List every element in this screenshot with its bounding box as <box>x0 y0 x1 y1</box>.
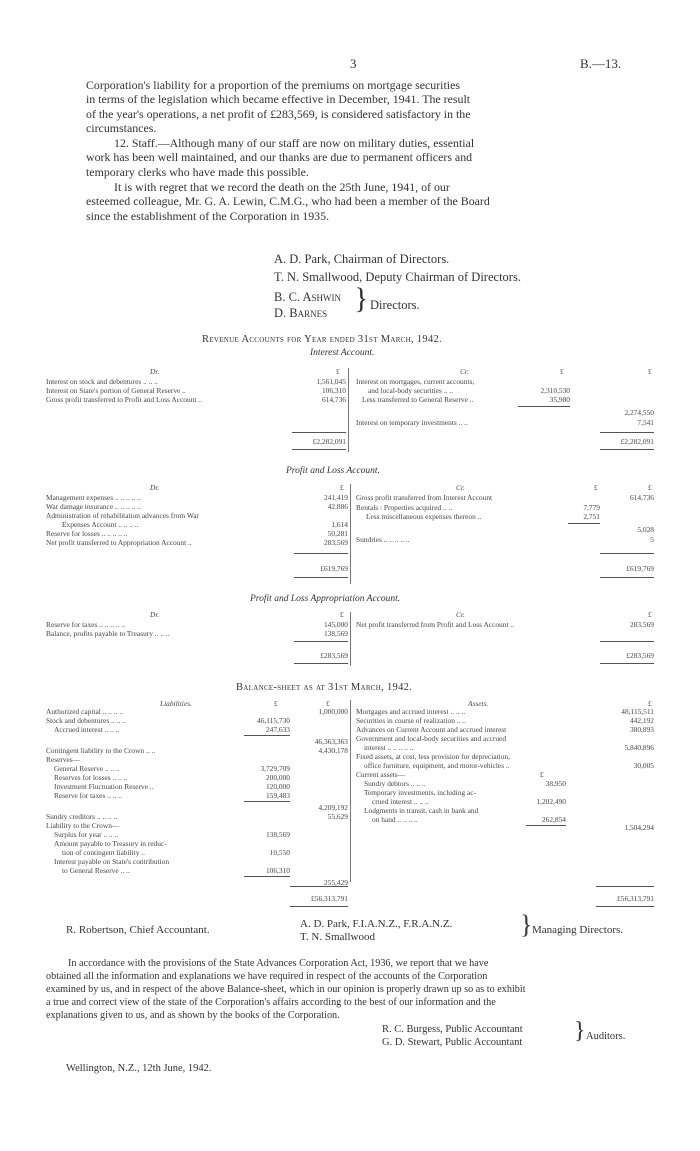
total-rule <box>600 641 654 642</box>
balance-sheet-title: Balance-sheet as at 31st March, 1942. <box>236 682 413 693</box>
director-signature: B. C. Ashwin <box>274 290 342 304</box>
ledger-amount: 106,310 <box>321 386 346 395</box>
ledger-label: Net profit transferred to Appropriation Account .. <box>46 538 192 547</box>
ledger-amount: 138,569 <box>265 830 290 839</box>
pound-symbol: £ <box>540 770 544 779</box>
death-paragraph <box>86 180 620 223</box>
text-line: examined by us, and in respect of the above Balance-sheet, which in our opinion is properly drawn up so as to exhibit <box>46 984 526 995</box>
ledger-label: Accrued interest .. .. .. <box>54 725 120 734</box>
pound-symbol: £ <box>560 367 564 376</box>
ledger-amount: 50,281 <box>327 529 348 538</box>
ledger-amount: 2,751 <box>583 512 600 521</box>
ledger-label: Liability to the Crown— <box>46 821 120 830</box>
ledger-label: Interest payable on State's contribution <box>54 857 170 866</box>
subtotal-rule <box>568 523 600 524</box>
pound-symbol: £ <box>336 367 340 376</box>
total-rule <box>600 553 654 554</box>
text-line: in terms of the legislation which became effective in December, 1941. The result <box>86 92 471 107</box>
ledger-amount: 5,840,896 <box>624 743 654 752</box>
pound-symbol: £ <box>648 699 652 708</box>
ledger-label: Less miscellaneous expenses thereon .. <box>366 512 482 521</box>
ledger-label: Reserves for losses .. .. .. <box>54 773 128 782</box>
ledger-amount: 200,000 <box>265 773 290 782</box>
ledger-label: interest .. .. .. .. .. <box>364 743 414 752</box>
deputy-chairman-signature: T. N. Smallwood, Deputy Chairman of Directors. <box>274 270 521 284</box>
ledger-amount: 10,550 <box>269 848 290 857</box>
cr-label: Cr. <box>456 610 465 619</box>
ledger-total: £2,282,091 <box>620 437 654 446</box>
total-rule <box>596 906 654 907</box>
text-line: In accordance with the provisions of the State Advances Corporation Act, 1936, we report that we have <box>68 958 489 969</box>
total-rule <box>290 906 348 907</box>
ledger-label: Reserve for taxes .. .. .. <box>54 791 122 800</box>
ledger-label: General Reserve .. .. .. <box>54 764 120 773</box>
managing-director-signature: T. N. Smallwood <box>300 931 375 943</box>
managing-director-signature: A. D. Park, F.I.A.N.Z., F.R.A.N.Z. <box>300 918 453 930</box>
chairman-signature: A. D. Park, Chairman of Directors. <box>274 252 450 266</box>
total-rule <box>600 577 654 578</box>
ledger-label: Gross profit transferred to Profit and Loss Account .. <box>46 395 202 404</box>
ledger-label: Administration of rehabilitation advances from War <box>46 511 199 520</box>
ledger-label: Temporary investments, including ac- <box>364 788 476 797</box>
ledger-amount: 48,115,511 <box>621 707 654 716</box>
text-line: explanations given to us, and as shown by the books of the Corporation. <box>46 1010 340 1021</box>
total-rule <box>596 886 654 887</box>
subtotal-rule <box>244 801 290 802</box>
ledger-label: Amount payable to Treasury in reduc- <box>54 839 167 848</box>
ledger-amount: 106,310 <box>265 866 290 875</box>
page-number: 3 <box>350 56 357 71</box>
ledger-amount: 46,115,730 <box>257 716 290 725</box>
ledger-amount: 35,980 <box>549 395 570 404</box>
ledger-label: War damage insurance .. .. .. .. .. <box>46 502 141 511</box>
ledger-label: Sundries .. .. .. .. .. <box>356 535 410 544</box>
ledger-total: £619,769 <box>626 564 654 573</box>
ledger-label: Securities in course of realization .. .. <box>356 716 467 725</box>
interest-account-title: Interest Account. <box>310 348 375 358</box>
ledger-amount: 1,614 <box>331 520 348 529</box>
chief-accountant-signature: R. Robertson, Chief Accountant. <box>66 924 210 936</box>
ledger-amount: 262,854 <box>541 815 566 824</box>
text-line: esteemed colleague, Mr. G. A. Lewin, C.M.G., who had been a member of the Board <box>86 194 490 209</box>
text-line: It is with regret that we record the death on the 25th June, 1941, of our <box>114 180 450 194</box>
total-rule <box>292 432 346 433</box>
ledger-amount: 442,192 <box>629 716 654 725</box>
ledger-amount: 247,633 <box>265 725 290 734</box>
column-divider <box>350 612 351 666</box>
directors-label: Directors. <box>370 298 420 312</box>
ledger-amount: 46,363,363 <box>314 737 348 746</box>
ledger-total: £2,282,091 <box>312 437 346 446</box>
ledger-label: Interest on mortgages, current accounts, <box>356 377 475 386</box>
ledger-amount: 283,569 <box>629 620 654 629</box>
ledger-amount: 5 <box>650 535 654 544</box>
managing-directors-label: Managing Directors. <box>532 924 624 936</box>
ledger-label: Gross profit transferred from Interest Account <box>356 493 493 502</box>
ledger-amount: 255,429 <box>323 878 348 887</box>
pound-symbol: £ <box>648 367 652 376</box>
ledger-amount: 120,000 <box>265 782 290 791</box>
ledger-amount: 1,561,045 <box>316 377 346 386</box>
ledger-label: Rentals : Properties acquired .. .. <box>356 503 453 512</box>
ledger-label: office furniture, equipment, and motor-vehicles .. <box>364 761 510 770</box>
text-line: circumstances. <box>86 121 157 136</box>
ledger-label: tion of contingent liability .. <box>62 848 145 857</box>
ledger-label: crued interest .. .. .. <box>372 797 429 806</box>
column-divider <box>350 484 351 584</box>
auditor-signature: G. D. Stewart, Public Accountant <box>382 1037 523 1048</box>
ledger-amount: 30,005 <box>633 761 654 770</box>
dr-label: Dr. <box>150 610 160 619</box>
ledger-amount: 1,000,000 <box>318 707 348 716</box>
total-rule <box>294 553 348 554</box>
audit-certificate <box>46 957 646 1022</box>
ledger-amount: 42,886 <box>327 502 348 511</box>
ledger-amount: 614,736 <box>321 395 346 404</box>
total-rule <box>294 663 348 664</box>
ledger-label: and local-body securities .. .. <box>368 386 453 395</box>
ledger-label: Reserve for losses .. .. .. .. .. <box>46 529 128 538</box>
ledger-amount: 2,310,530 <box>540 386 570 395</box>
ledger-label: Management expenses .. .. .. .. .. <box>46 493 141 502</box>
ledger-total: £283,569 <box>626 651 654 660</box>
pound-symbol: £ <box>648 483 652 492</box>
ledger-amount: 3,729,709 <box>260 764 290 773</box>
ledger-amount: 145,000 <box>323 620 348 629</box>
ledger-amount: 7,541 <box>637 418 654 427</box>
total-rule <box>290 886 348 887</box>
appropriation-account-title: Profit and Loss Appropriation Account. <box>250 594 401 604</box>
column-divider <box>348 368 349 452</box>
ledger-label: Fixed assets, at cost, less provision for depreciation, <box>356 752 510 761</box>
ledger-amount: 138,569 <box>323 629 348 638</box>
ledger-label: Interest on temporary investments .. .. <box>356 418 468 427</box>
ledger-total: £283,569 <box>320 651 348 660</box>
ledger-label: Authorized capital .. .. .. .. <box>46 707 123 716</box>
total-rule <box>600 432 654 433</box>
pound-symbol: £ <box>594 483 598 492</box>
ledger-amount: 4,430,178 <box>318 746 348 755</box>
cr-label: Cr. <box>456 483 465 492</box>
ledger-amount: 380,893 <box>629 725 654 734</box>
total-rule <box>600 663 654 664</box>
ledger-amount: 55,629 <box>327 812 348 821</box>
dr-label: Dr. <box>150 483 160 492</box>
ledger-amount: 1,504,294 <box>624 823 654 832</box>
ledger-amount: 614,736 <box>629 493 654 502</box>
text-line: since the establishment of the Corporation in 1935. <box>86 208 330 223</box>
document-reference: B.—13. <box>580 56 622 71</box>
ledger-label: Sundry debtors .. .. .. <box>364 779 426 788</box>
profit-loss-account-title: Profit and Loss Account. <box>286 466 380 476</box>
brace-icon: } <box>354 282 369 315</box>
ledger-label: Balance, profits payable to Treasury .. .. .. <box>46 629 170 638</box>
ledger-label: Less transferred to General Reserve .. <box>362 395 474 404</box>
ledger-amount: 5,028 <box>637 525 654 534</box>
ledger-total: £56,313,791 <box>311 894 348 903</box>
text-line: obtained all the information and explanations we have required in respect of the accounts of the Corporation <box>46 971 488 982</box>
ledger-label: Stock and debentures .. .. .. <box>46 716 126 725</box>
ledger-label: Contingent liability to the Crown .. .. <box>46 746 156 755</box>
ledger-amount: 4,209,192 <box>318 803 348 812</box>
pound-symbol: £ <box>274 699 278 708</box>
ledger-label: Lodgments in transit, cash in bank and <box>364 806 479 815</box>
place-and-date: Wellington, N.Z., 12th June, 1942. <box>66 1063 212 1074</box>
dr-label: Dr. <box>150 367 160 376</box>
ledger-total: £56,313,791 <box>617 894 654 903</box>
ledger-label: Mortgages and accrued interest .. .. .. <box>356 707 466 716</box>
ledger-label: Current assets— <box>356 770 406 779</box>
text-line: a true and correct view of the state of the Corporation's affairs according to the best of our information and the <box>46 997 496 1008</box>
total-rule <box>292 449 346 450</box>
intro-paragraph <box>86 78 620 136</box>
ledger-amount: 2,274,550 <box>624 408 654 417</box>
ledger-label: Government and local-body securities and accrued <box>356 734 507 743</box>
total-rule <box>294 641 348 642</box>
text-line: work has been well maintained, and our thanks are due to permanent officers and <box>86 150 473 165</box>
ledger-amount: 1,202,490 <box>536 797 566 806</box>
ledger-amount: 159,483 <box>265 791 290 800</box>
revenue-accounts-title: Revenue Accounts for Year ended 31st March, 1942. <box>202 334 442 345</box>
director-signature: D. Barnes <box>274 306 328 320</box>
subtotal-rule <box>526 825 566 826</box>
ledger-label: Reserve for taxes .. .. .. .. .. <box>46 620 126 629</box>
auditor-signature: R. C. Burgess, Public Accountant <box>382 1024 523 1035</box>
liabilities-label: Liabilities. <box>160 699 192 708</box>
ledger-amount: 38,950 <box>545 779 566 788</box>
column-divider <box>350 700 351 882</box>
ledger-label: Advances on Current Account and accrued interest <box>356 725 507 734</box>
ledger-total: £619,769 <box>320 564 348 573</box>
ledger-label: Net profit transferred from Profit and Loss Account .. <box>356 620 515 629</box>
ledger-label: on hand .. .. .. .. <box>372 815 418 824</box>
subtotal-rule <box>244 735 290 736</box>
ledger-amount: 241,419 <box>323 493 348 502</box>
brace-icon: } <box>520 910 533 939</box>
ledger-label: Expenses Account .. .. .. .. <box>62 520 139 529</box>
text-line: temporary clerks who have made this possible. <box>86 164 309 179</box>
assets-label: Assets. <box>468 699 489 708</box>
ledger-label: Reserves— <box>46 755 81 764</box>
subtotal-rule <box>518 406 570 407</box>
ledger-label: Interest on stock and debentures .. .. .. <box>46 377 158 386</box>
ledger-label: to General Reserve .. .. <box>62 866 130 875</box>
text-line: 12. Staff.—Although many of our staff are now on military duties, essential <box>114 136 475 150</box>
subtotal-rule <box>244 876 290 877</box>
brace-icon: } <box>574 1018 586 1044</box>
pound-symbol: £ <box>326 699 330 708</box>
ledger-amount: 283,569 <box>323 538 348 547</box>
ledger-label: Surplus for year .. .. .. <box>54 830 119 839</box>
ledger-label: Investment Fluctuation Reserve .. <box>54 782 154 791</box>
ledger-label: Sundry creditors .. .. .. .. <box>46 812 118 821</box>
ledger-amount: 7,779 <box>583 503 600 512</box>
pound-symbol: £ <box>340 483 344 492</box>
total-rule <box>294 577 348 578</box>
text-line: Corporation's liability for a proportion of the premiums on mortgage securities <box>86 78 460 92</box>
staff-paragraph <box>86 136 620 179</box>
cr-label: Cr. <box>460 367 469 376</box>
text-line: of the year's operations, a net profit of £283,569, is considered satisfactory in the <box>86 106 471 121</box>
ledger-label: Interest on State's portion of General Reserve .. <box>46 386 186 395</box>
auditors-label: Auditors. <box>586 1031 626 1042</box>
pound-symbol: £ <box>648 610 652 619</box>
pound-symbol: £ <box>340 610 344 619</box>
total-rule <box>600 449 654 450</box>
